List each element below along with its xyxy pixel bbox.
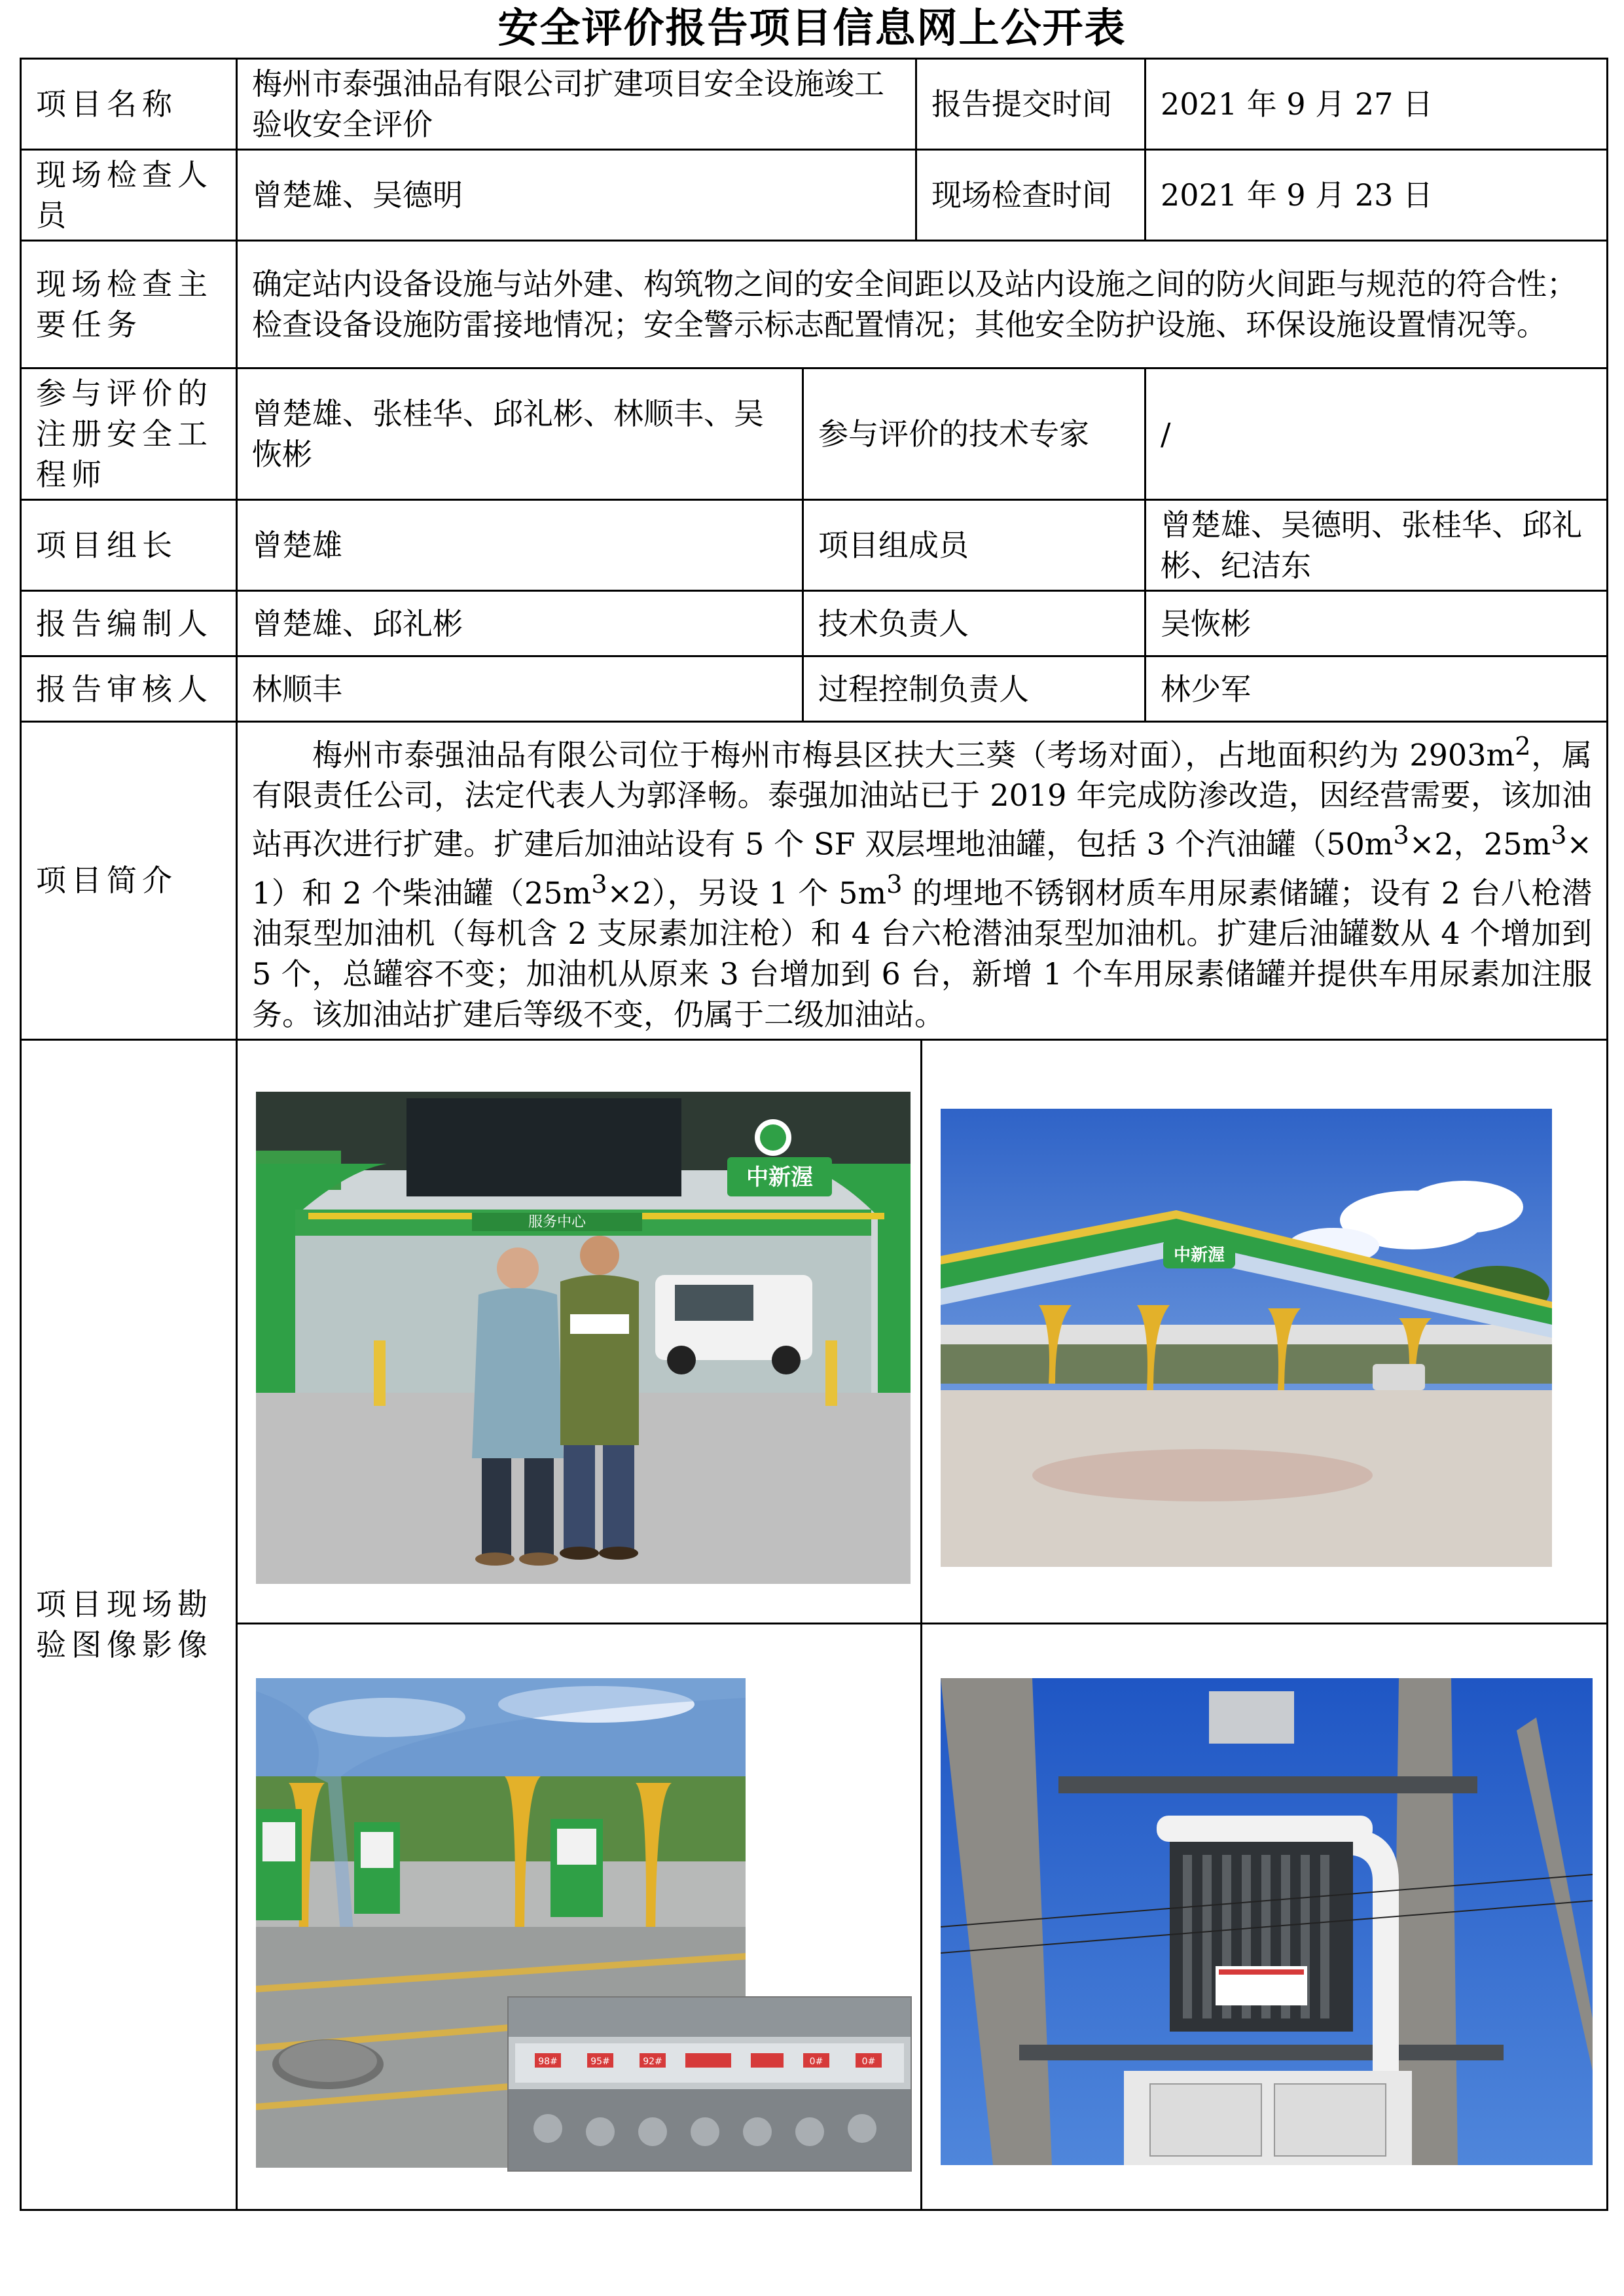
tasks-value: 确定站内设备设施与站外建、构筑物之间的安全间距以及站内设施之间的防火间距与规范的符合性；检查设备设施防雷接地情况；安全警示标志配置情况；其他安全防护设施、环保设施设置情况等。 <box>237 241 1608 368</box>
intro-label: 项目简介 <box>21 722 237 1040</box>
grade-label: 98# <box>538 2056 558 2068</box>
leader-value: 曾楚雄 <box>237 500 803 591</box>
row-images <box>21 1039 1608 2210</box>
reviewer-label: 报告审核人 <box>21 656 237 722</box>
inspect-time-label: 现场检查时间 <box>916 150 1146 241</box>
grade-label: 0# <box>809 2056 823 2068</box>
inspectors-value: 曾楚雄、吴德明 <box>237 150 916 241</box>
photo-cell-2 <box>922 1041 1607 1625</box>
row-reviewer <box>21 656 1608 722</box>
canopy-brand-sign: 中新渥 <box>1173 1245 1225 1265</box>
photo-grid <box>238 1041 1606 2209</box>
row-tasks <box>21 241 1608 368</box>
engineers-label: 参与评价的注册安全工程师 <box>21 368 237 500</box>
intro-text-a: 梅州市泰强油品有限公司位于梅州市梅县区扶大三葵（考场对面），占地面积约为 2903m <box>312 737 1515 773</box>
photo-cell-3 <box>238 1624 922 2209</box>
row-engineers <box>21 368 1608 500</box>
grade-label: 0# <box>861 2056 876 2068</box>
photo-cell-4 <box>922 1624 1607 2209</box>
process-lead-value: 林少军 <box>1146 656 1608 722</box>
brand-sign: 中新渥 <box>746 1164 813 1191</box>
photo-tank-well-inset <box>507 1996 912 2172</box>
inspectors-label: 现场检查人员 <box>21 150 237 241</box>
project-name-label: 项目名称 <box>21 59 237 150</box>
tasks-label: 现场检查主要任务 <box>21 241 237 368</box>
process-lead-label: 过程控制负责人 <box>803 656 1146 722</box>
service-center-sign: 服务中心 <box>528 1213 586 1230</box>
row-inspectors <box>21 150 1608 241</box>
inspect-time-value: 2021 年 9 月 23 日 <box>1146 150 1608 241</box>
engineers-value: 曾楚雄、张桂华、邱礼彬、林顺丰、吴恢彬 <box>237 368 803 500</box>
intro-sup: 3 <box>886 869 903 899</box>
photo-cell-1 <box>238 1041 922 1625</box>
row-leader <box>21 500 1608 591</box>
row-project-name <box>21 59 1608 150</box>
intro-sup: 3 <box>1393 821 1409 851</box>
intro-sup: 3 <box>591 869 607 899</box>
photo-transformer <box>941 1678 1593 2165</box>
images-cell <box>237 1039 1608 2210</box>
intro-text-b: ，属有限责任公司，法定代表人为郭泽畅。泰强加油站已于 2019 年完成防渗改造，因经营需要，该加油站再次进行扩建。扩建后加油站设有 5 个 SF 双层埋地油罐，包括 3 个汽油罐（50m <box>252 737 1593 862</box>
images-label: 项目现场勘验图像影像 <box>21 1039 237 2210</box>
intro-sup: 2 <box>1515 732 1531 761</box>
leader-label: 项目组长 <box>21 500 237 591</box>
reviewer-value: 林顺丰 <box>237 656 803 722</box>
photo-canopy <box>941 1109 1552 1567</box>
tech-lead-label: 技术负责人 <box>803 591 1146 656</box>
intro-sup: 3 <box>1551 821 1567 851</box>
submit-time-label: 报告提交时间 <box>916 59 1146 150</box>
members-value: 曾楚雄、吴德明、张桂华、邱礼彬、纪洁东 <box>1146 500 1608 591</box>
grade-label: 95# <box>590 2056 610 2068</box>
editors-value: 曾楚雄、邱礼彬 <box>237 591 803 656</box>
experts-label: 参与评价的技术专家 <box>803 368 1146 500</box>
intro-text-e: ×2），另设 1 个 5m <box>607 874 887 910</box>
editors-label: 报告编制人 <box>21 591 237 656</box>
intro-text-d: ×1）和 2 个柴油罐（25m <box>252 826 1593 910</box>
info-table <box>20 58 1608 2211</box>
members-label: 项目组成员 <box>803 500 1146 591</box>
intro-text-f: 的埋地不锈钢材质车用尿素储罐；设有 2 台八枪潜油泵型加油机（每机含 2 支尿素加注枪）和 4 台六枪潜油泵型加油机。扩建后油罐数从 4 个增加到 5 个，总罐容不变；加油机从原来 3 台增加到 6 台，新增 1 个车用尿素储罐并提供车用尿素加注服务。该加油站扩建后等级不变，仍属于二级加油站。 <box>252 874 1593 1032</box>
intro-value <box>237 722 1608 1040</box>
intro-text-c: ×2，25m <box>1409 826 1551 862</box>
submit-time-value: 2021 年 9 月 27 日 <box>1146 59 1608 150</box>
page-title: 安全评价报告项目信息网上公开表 <box>497 4 1127 52</box>
tech-lead-value: 吴恢彬 <box>1146 591 1608 656</box>
project-name-value: 梅州市泰强油品有限公司扩建项目安全设施竣工验收安全评价 <box>237 59 916 150</box>
row-editors <box>21 591 1608 656</box>
row-intro <box>21 722 1608 1040</box>
photo-inspectors <box>256 1092 911 1584</box>
grade-label: 92# <box>643 2056 662 2068</box>
experts-value: / <box>1146 368 1608 500</box>
